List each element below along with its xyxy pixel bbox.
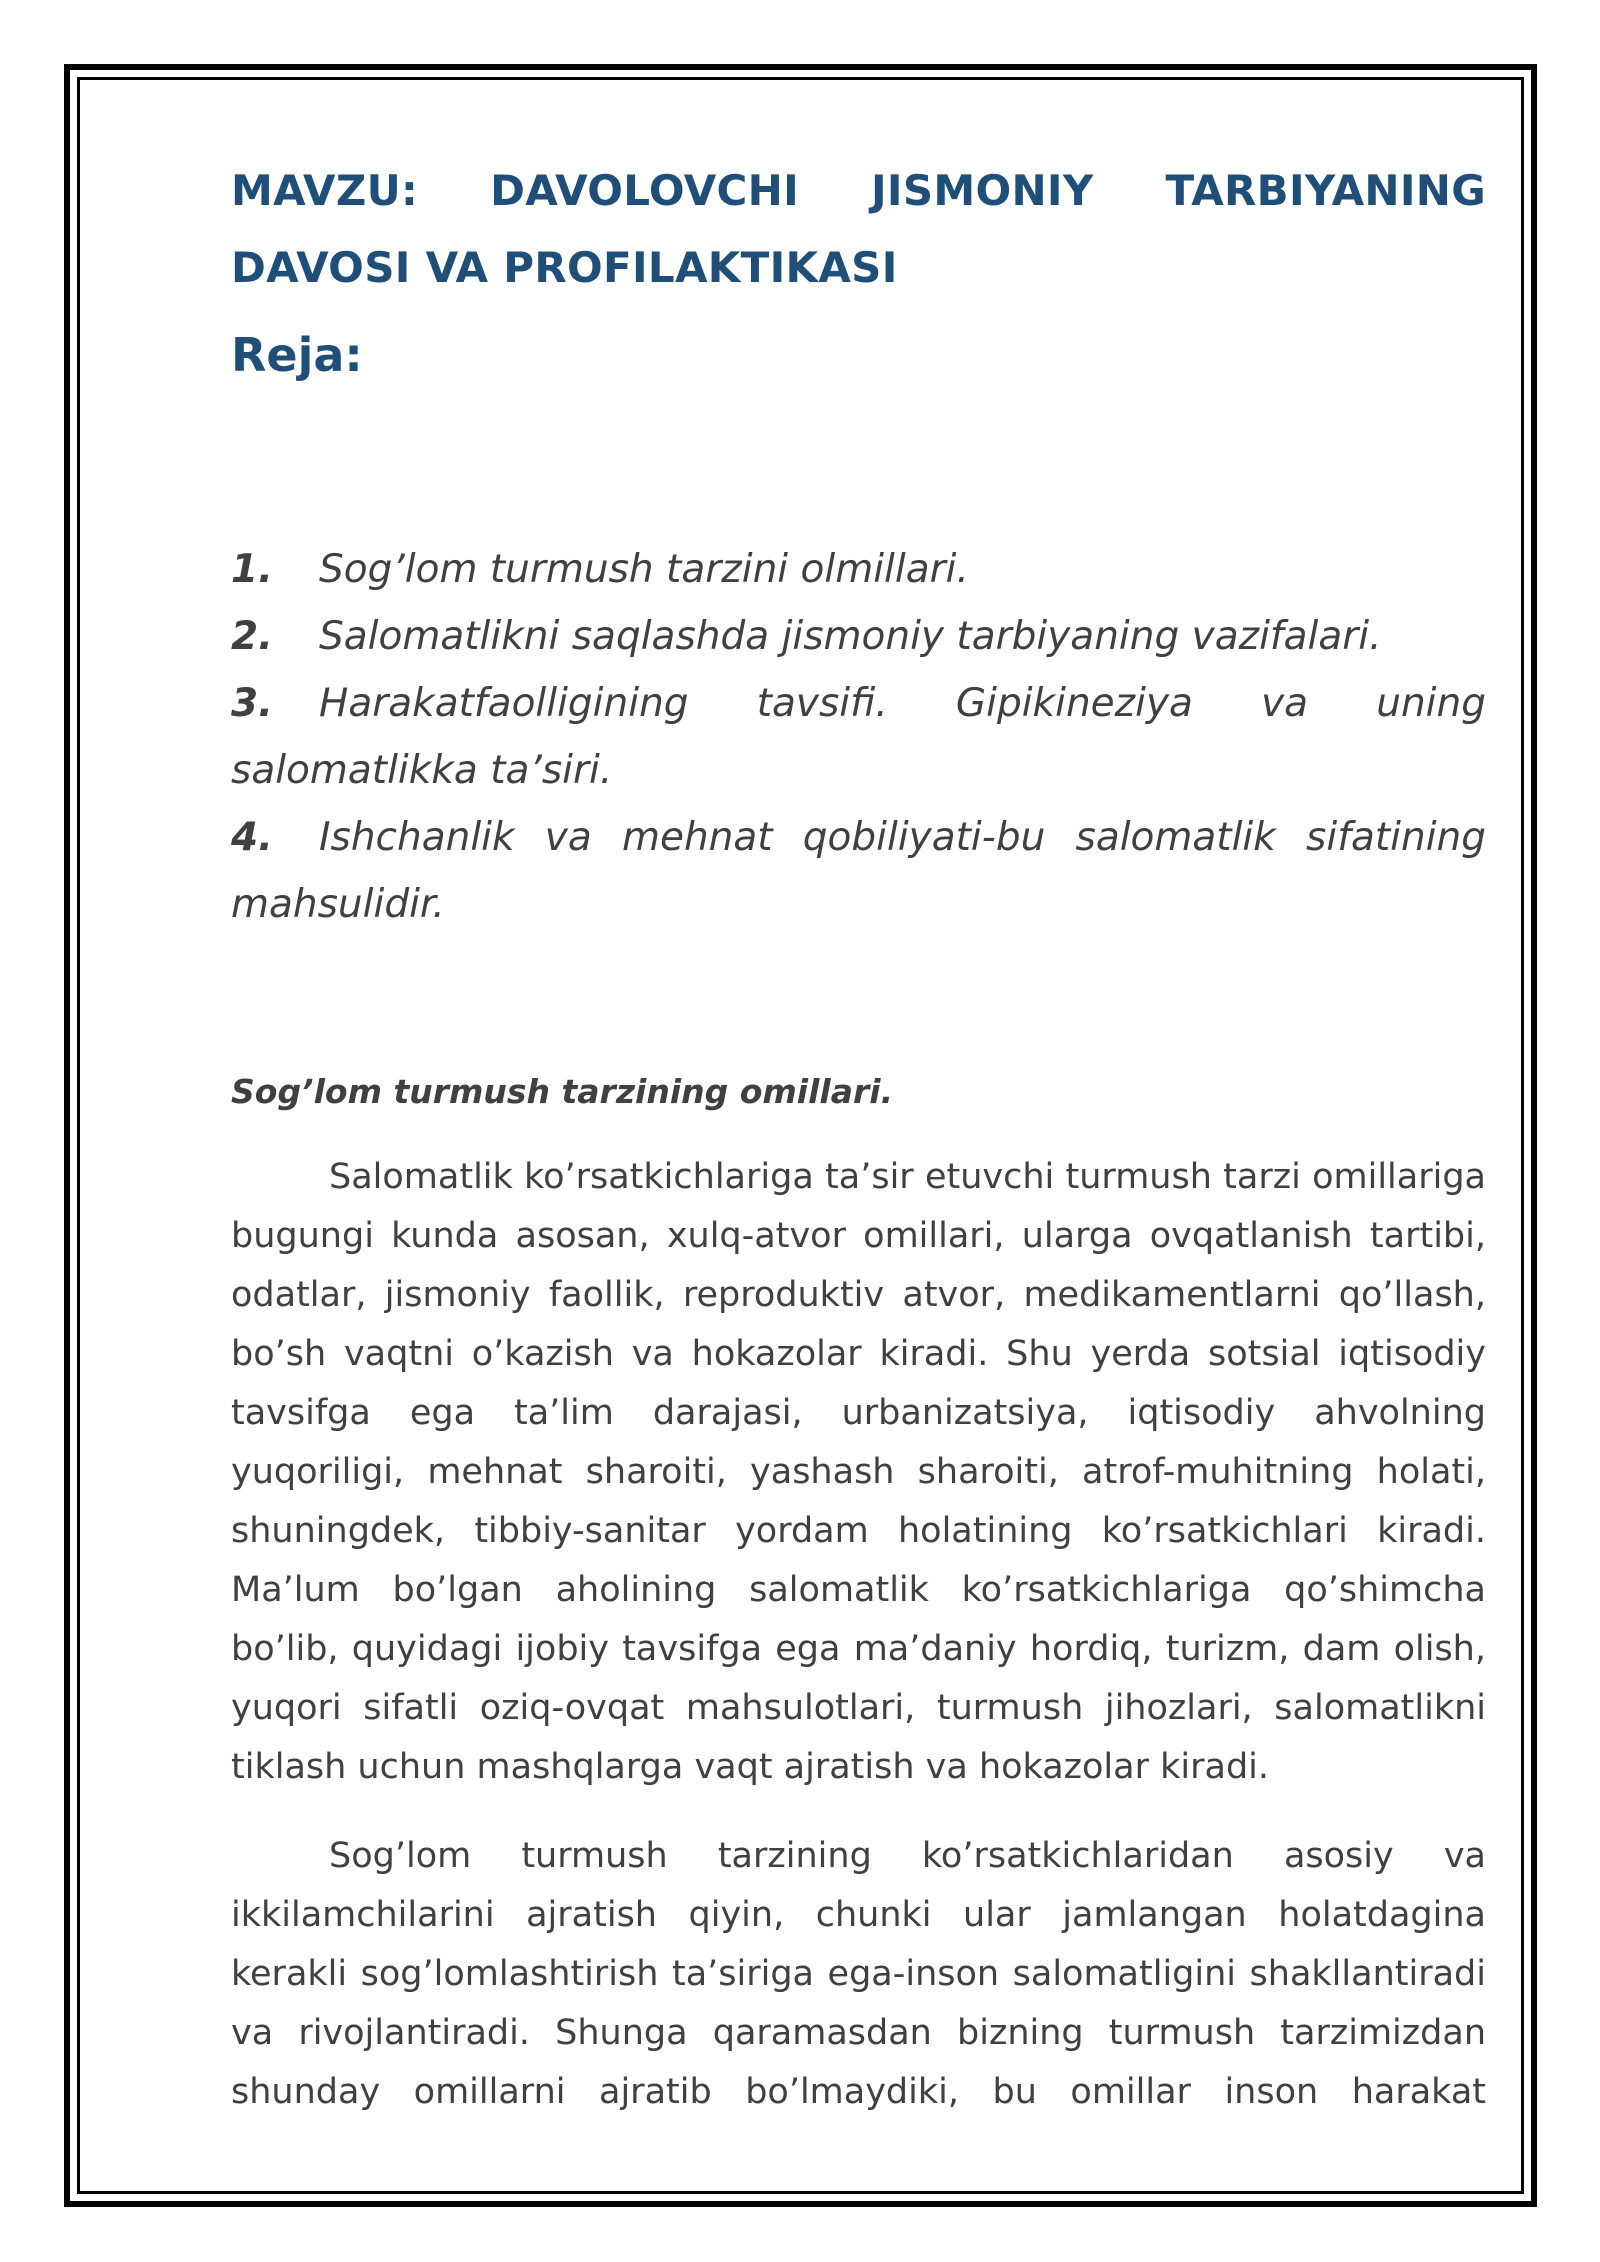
- section-title: Sog’lom turmush tarzining omillari.: [231, 1072, 894, 1111]
- plan-item-2: [231, 603, 1486, 670]
- plan-item-number: 1.: [231, 547, 273, 592]
- plan-item-text: Salomatlikni saqlashda jismoniy tarbiyaning vazifalari.: [319, 614, 1382, 659]
- plan-heading: Reja:: [231, 328, 363, 382]
- document-title: MAVZU: DAVOLOVCHI JISMONIY TARBIYANING DAVOSI VA PROFILAKTIKASI: [231, 166, 1486, 292]
- plan-item-3: [231, 670, 1486, 804]
- plan-item-4: [231, 804, 1486, 938]
- body-paragraph: Sog’lom turmush tarzining ko’rsatkichlaridan asosiy va ikkilamchilarini ajratish qiyin, chunki ular jamlangan holatdagina kerakli sog’lomlashtirish ta’siriga ega-inson salomatligini shakllantiradi va rivojlantiradi. Shunga qaramasdan bizning turmush tarzimizdan shunday omillarni ajratib bo’lmaydiki, bu omillar inson harakat: [231, 1836, 1486, 2112]
- plan-item-text: Harakatfaolligining tavsifi. Gipikineziya va uning salomatlikka ta’siri.: [231, 681, 1486, 793]
- body-paragraph: Salomatlik ko’rsatkichlariga ta’sir etuvchi turmush tarzi omillariga bugungi kunda asosan, xulq-atvor omillari, ularga ovqatlanish tartibi, odatlar, jismoniy faollik, reproduktiv atvor, medikamentlarni qo’llash, bo’sh vaqtni o’kazish va hokazolar kiradi. Shu yerda sotsial iqtisodiy tavsifga ega ta’lim darajasi, urbanizatsiya, iqtisodiy ahvolning yuqoriligi, mehnat sharoiti, yashash sharoiti, atrof-muhitning holati, shuningdek, tibbiy-sanitar yordam holatining ko’rsatkichlari kiradi. Ma’lum bo’lgan aholining salomatlik ko’rsatkichlariga qo’shimcha bo’lib, quyidagi ijobiy tavsifga ega ma’daniy hordiq, turizm, dam olish, yuqori sifatli oziq-ovqat mahsulotlari, turmush jihozlari, salomatlikni tiklash uchun mashqlarga vaqt ajratish va hokazolar kiradi.: [231, 1157, 1486, 1787]
- plan-item-number: 4.: [231, 815, 273, 860]
- plan-list: [231, 536, 1486, 938]
- plan-item-1: [231, 536, 1486, 603]
- plan-item-text: Sog’lom turmush tarzini olmillari.: [319, 547, 969, 592]
- plan-item-number: 3.: [231, 681, 273, 726]
- document-body: [231, 152, 1486, 2122]
- plan-item-number: 2.: [231, 614, 273, 659]
- plan-item-text: Ishchanlik va mehnat qobiliyati-bu salomatlik sifatining mahsulidir.: [231, 815, 1486, 927]
